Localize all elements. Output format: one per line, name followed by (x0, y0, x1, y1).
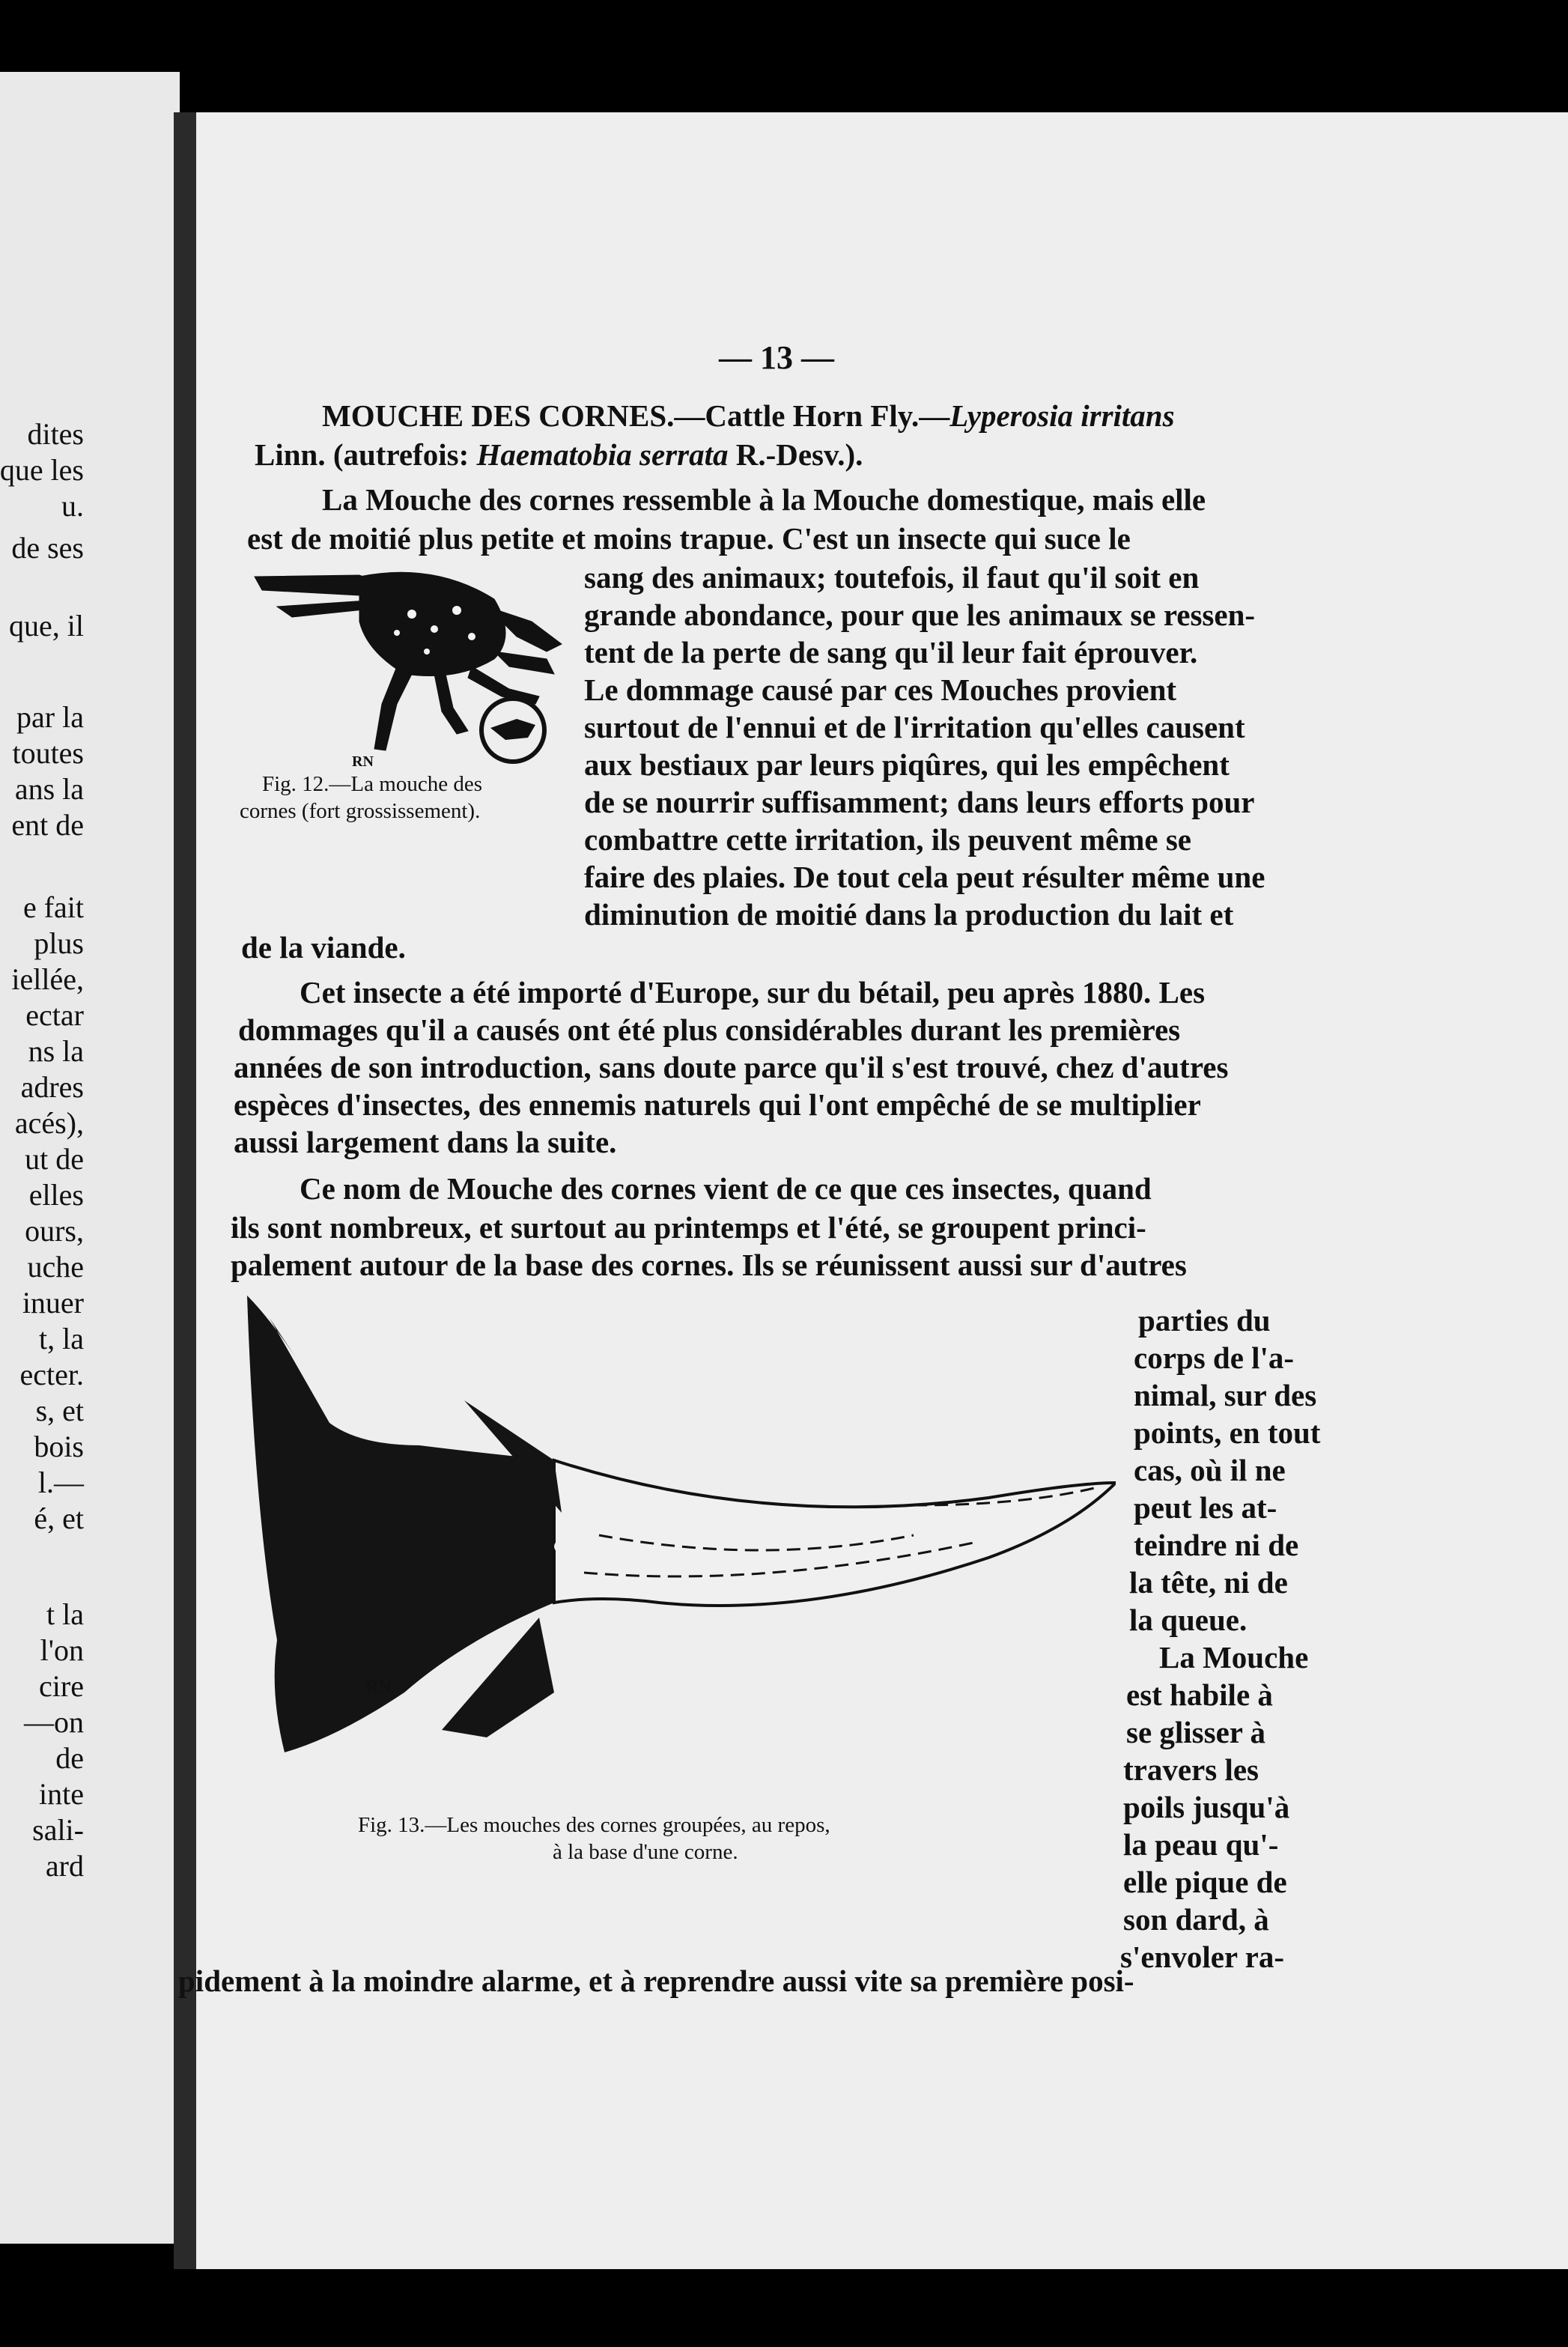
left-text-line: toutes (12, 736, 84, 770)
left-text-line: plus (34, 926, 84, 960)
side-column-line: elle pique de (1123, 1865, 1287, 1899)
left-text-line: sali- (32, 1813, 84, 1847)
side-column-line: parties du (1138, 1303, 1271, 1338)
heading-title: MOUCHE DES CORNES. (322, 398, 675, 433)
left-text-line: ecter. (19, 1358, 84, 1391)
left-text-line: s, et (35, 1394, 84, 1427)
paragraph-line: Ce nom de Mouche des cornes vient de ce que ces insectes, quand (300, 1171, 1152, 1206)
book-spine (174, 112, 196, 2269)
side-column-line: s'envoler ra- (1120, 1940, 1284, 1974)
side-column-line: teindre ni de (1134, 1528, 1299, 1562)
left-text-line: inte (39, 1777, 84, 1811)
side-column-line: peut les at- (1134, 1490, 1277, 1525)
fig13-caption-line1: Fig. 13.—Les mouches des cornes groupées, au repos, (358, 1813, 830, 1837)
left-text-line: ours, (25, 1214, 84, 1248)
left-text-line: cire (39, 1669, 84, 1703)
side-column-line: la peau qu'- (1123, 1827, 1279, 1862)
left-text-line: adres (20, 1070, 84, 1104)
left-text-line: de ses (11, 531, 84, 565)
paragraph-line: sang des animaux; toutefois, il faut qu'il soit en (584, 560, 1200, 595)
left-text-line: iellée, (11, 962, 84, 996)
left-text-line: l'on (40, 1633, 84, 1667)
side-column-line: nimal, sur des (1134, 1378, 1317, 1412)
side-column-line: la queue. (1129, 1603, 1248, 1637)
side-column-line: son dard, à (1123, 1902, 1269, 1937)
horn-fly-illustration (247, 554, 577, 771)
paragraph-line: tent de la perte de sang qu'il leur fait éprouver. (584, 635, 1198, 670)
left-text-line: inuer (22, 1286, 84, 1320)
paragraph-line: palement autour de la base des cornes. Ils se réunissent aussi sur d'autres (231, 1248, 1187, 1282)
paragraph-line: surtout de l'ennui et de l'irritation qu'elles causent (584, 710, 1245, 744)
fig12-caption-line2: cornes (fort grossissement). (240, 799, 481, 823)
fig12-initials: RN (352, 753, 374, 770)
heading-line-2: Linn. (autrefois: Haematobia serrata R.-Desv.). (255, 437, 863, 472)
heading-english: —Cattle Horn Fly.— (674, 398, 950, 433)
fig12-caption-line1: Fig. 12.—La mouche des (262, 772, 482, 796)
paragraph-line: de la viande. (241, 930, 406, 965)
side-column-line: points, en tout (1134, 1415, 1321, 1450)
left-text-line: elles (28, 1178, 84, 1212)
left-text-line: ard (45, 1849, 84, 1883)
side-column-line: La Mouche (1159, 1640, 1309, 1675)
paragraph-line: est de moitié plus petite et moins trapue. C'est un insecte qui suce le (247, 521, 1131, 556)
left-text-line: de (55, 1741, 84, 1775)
fig13-caption-line2: à la base d'une corne. (553, 1840, 738, 1864)
side-column-line: cas, où il ne (1134, 1453, 1286, 1487)
left-text-line: t la (46, 1597, 84, 1631)
paragraph-line: de se nourrir suffisamment; dans leurs efforts pour (584, 785, 1255, 819)
left-text-line: que, il (9, 609, 84, 643)
heading-latin: Lyperosia irritans (949, 398, 1175, 433)
left-text-line: l.— (37, 1466, 84, 1499)
left-text-line: acés), (14, 1106, 84, 1140)
section-heading (322, 397, 1175, 434)
left-text-line: u. (61, 489, 84, 523)
side-column-line: la tête, ni de (1129, 1565, 1288, 1600)
left-text-line: —on (24, 1705, 84, 1739)
paragraph-line: diminution de moitié dans la production du lait et (584, 897, 1234, 932)
left-text-line: ns la (28, 1034, 84, 1068)
left-text-line: uche (27, 1250, 84, 1284)
left-text-line: é, et (34, 1502, 84, 1535)
side-column-line: est habile à (1126, 1677, 1273, 1712)
left-text-line: ent de (11, 808, 84, 842)
left-text-line: dites (27, 417, 84, 451)
left-text-line: par la (16, 700, 84, 734)
side-column-line: poils jusqu'à (1123, 1790, 1290, 1824)
paragraph-line: grande abondance, pour que les animaux se ressen- (584, 598, 1256, 632)
paragraph-line: espèces d'insectes, des ennemis naturels qui l'ont empêché de se multiplier (234, 1087, 1201, 1122)
paragraph-line: ils sont nombreux, et surtout au printemps et l'été, se groupent princi- (231, 1210, 1146, 1245)
left-text-line: t, la (39, 1322, 84, 1355)
last-paragraph-line: pidement à la moindre alarme, et à reprendre aussi vite sa première posi- (178, 1964, 1134, 1998)
left-text-line: ans la (14, 772, 84, 806)
left-text-line: ectar (25, 998, 84, 1032)
left-text-line: que les (0, 453, 84, 487)
page-number: — 13 — (719, 339, 834, 376)
left-page-fragment (0, 72, 180, 2244)
left-text-line: e fait (22, 890, 84, 924)
side-column-line: travers les (1123, 1752, 1259, 1787)
horn-illustration (240, 1288, 1116, 1752)
paragraph-line: La Mouche des cornes ressemble à la Mouche domestique, mais elle (322, 482, 1206, 517)
paragraph-line: Le dommage causé par ces Mouches provient (584, 672, 1177, 707)
left-text-line: ut de (25, 1142, 84, 1176)
side-column-line: se glisser à (1126, 1715, 1266, 1749)
paragraph-line: Cet insecte a été importé d'Europe, sur du bétail, peu après 1880. Les (300, 975, 1206, 1009)
left-text-line: bois (34, 1430, 84, 1463)
fig13-initials: RN (365, 1677, 392, 1697)
paragraph-line: aussi largement dans la suite. (234, 1125, 617, 1159)
paragraph-line: faire des plaies. De tout cela peut résulter même une (584, 860, 1265, 894)
paragraph-line: combattre cette irritation, ils peuvent même se (584, 822, 1191, 857)
paragraph-line: années de son introduction, sans doute parce qu'il s'est trouvé, chez d'autres (234, 1050, 1229, 1084)
side-column-line: corps de l'a- (1134, 1341, 1295, 1375)
paragraph-line: dommages qu'il a causés ont été plus considérables durant les premières (238, 1012, 1181, 1047)
paragraph-line: aux bestiaux par leurs piqûres, qui les empêchent (584, 747, 1230, 782)
